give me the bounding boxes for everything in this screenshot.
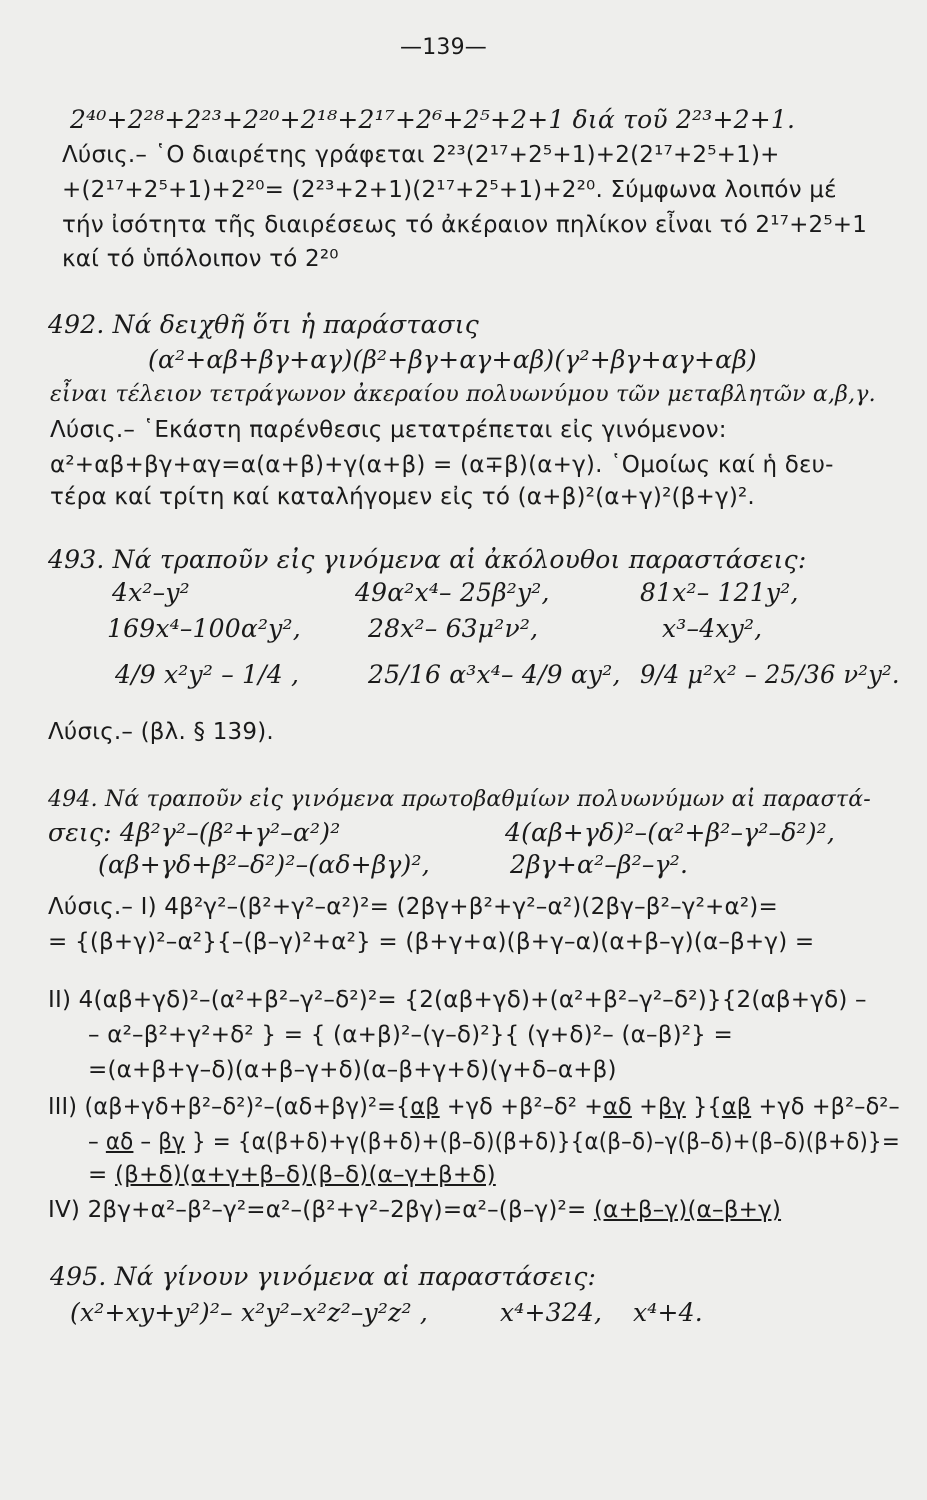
p494-expr-2: 4(αβ+γδ)²–(α²+β²–γ²–δ²)², [505, 818, 836, 847]
p495-expr-2: x⁴+324, [500, 1298, 603, 1327]
p492-line-3: εἶναι τέλειον τετράγωνον ἀκεραίου πολυωνύμου τῶν μεταβλητῶν α,β,γ. [50, 382, 876, 407]
p492-statement: 492. Νά δειχθῆ ὅτι ἡ παράστασις [48, 310, 480, 339]
p493-expr-r2c1: 169x⁴–100α²y², [107, 614, 301, 643]
p494-solution-3: II) 4(αβ+γδ)²–(α²+β²–γ²–δ²)²= {2(αβ+γδ)+(α²+β²–γ²–δ²)}{2(αβ+γδ) – [48, 987, 867, 1013]
p494-sol8-u: (β+δ)(α+γ+β–δ)(β–δ)(α–γ+β+δ) [114, 1162, 496, 1188]
p494-sol6-u3: βγ [658, 1094, 686, 1120]
p495-expr-1: (x²+xy+y²)²– x²y²–x²z²–y²z² , [70, 1298, 428, 1327]
p493-expr-r1c1: 4x²–y² [112, 578, 190, 607]
p492-solution-2: α²+αβ+βγ+αγ=α(α+β)+γ(α+β) = (α∓β)(α+γ). ῾Ομοίως καί ἡ δευ- [50, 452, 834, 478]
p494-sol6-d: }{ [685, 1094, 722, 1120]
p492-expression: (α²+αβ+βγ+αγ)(β²+βγ+αγ+αβ)(γ²+βγ+αγ+αβ) [148, 345, 757, 374]
p494-sol9-u: (α+β–γ)(α–β+γ) [593, 1197, 782, 1223]
p494-sol6-c: + [631, 1094, 659, 1120]
p494-sol7-a: – [88, 1129, 106, 1155]
p493-expr-r3c2: 25/16 α³x⁴– 4/9 αy², [368, 660, 621, 689]
p491-line-5: καί τό ὑπόλοιπον τό 2²⁰ [62, 246, 339, 272]
p493-expr-r2c2: 28x²– 63μ²ν², [368, 614, 539, 643]
p494-sol7-b: – [133, 1129, 159, 1155]
p494-solution-9 [48, 1195, 781, 1225]
p494-sol8-a: = [88, 1162, 115, 1188]
p494-sol6-u4: αβ [721, 1094, 752, 1120]
p494-sol6-u1: αβ [410, 1094, 440, 1120]
p494-sol7-u1: αδ [105, 1129, 134, 1155]
p494-statement: 494. Νά τραποῦν εἰς γινόμενα πρωτοβαθμίων πολυωνύμων αἱ παραστά- [48, 787, 871, 812]
p494-solution-1: Λύσις.– I) 4β²γ²–(β²+γ²–α²)²= (2βγ+β²+γ²–α²)(2βγ–β²–γ²+α²)= [48, 894, 778, 920]
p494-sol6-u2: αδ [603, 1094, 632, 1120]
p493-statement: 493. Νά τραποῦν εἰς γινόμενα αἱ ἀκόλουθοι παραστάσεις: [48, 545, 807, 574]
p491-line-3: +(2¹⁷+2⁵+1)+2²⁰= (2²³+2+1)(2¹⁷+2⁵+1)+2²⁰. Σύμφωνα λοιπόν μέ [62, 177, 837, 203]
p494-solution-7 [88, 1127, 900, 1157]
p494-sol7-u2: βγ [158, 1129, 185, 1155]
p491-line-1: 2⁴⁰+2²⁸+2²³+2²⁰+2¹⁸+2¹⁷+2⁶+2⁵+2+1 διά τοῦ 2²³+2+1. [70, 105, 796, 134]
p494-sol6-a: III) (αβ+γδ+β²–δ²)²–(αδ+βγ)²={ [48, 1094, 411, 1120]
p494-sol7-c: } = {α(β+δ)+γ(β+δ)+(β–δ)(β+δ)}{α(β–δ)–γ(β–δ)+(β–δ)(β+δ)}= [184, 1129, 900, 1155]
p493-expr-r3c3: 9/4 μ²x² – 25/36 ν²y². [640, 660, 900, 689]
p494-sol6-b: +γδ +β²–δ² + [439, 1094, 604, 1120]
p494-solution-5: =(α+β+γ–δ)(α+β–γ+δ)(α–β+γ+δ)(γ+δ–α+β) [88, 1057, 617, 1083]
p494-solution-4: – α²–β²+γ²+δ² } = { (α+β)²–(γ–δ)²}{ (γ+δ)²– (α–β)²} = [88, 1022, 733, 1048]
p493-expr-r1c2: 49α²x⁴– 25β²y², [355, 578, 550, 607]
p494-expr-3: (αβ+γδ+β²–δ²)²–(αδ+βγ)², [98, 850, 430, 879]
p493-expr-r1c3: 81x²– 121y², [640, 578, 799, 607]
p494-expr-1: σεις: 4β²γ²–(β²+γ²–α²)² [48, 818, 341, 847]
p492-solution-3: τέρα καί τρίτη καί καταλήγομεν εἰς τό (α+β)²(α+γ)²(β+γ)². [50, 484, 755, 510]
p491-line-2: Λύσις.– ῾Ο διαιρέτης γράφεται 2²³(2¹⁷+2⁵+1)+2(2¹⁷+2⁵+1)+ [62, 142, 780, 168]
page-number: —139— [400, 35, 487, 60]
p494-solution-6 [48, 1092, 900, 1122]
p494-solution-2: = {(β+γ)²–α²}{–(β–γ)²+α²} = (β+γ+α)(β+γ–α)(α+β–γ)(α–β+γ) = [48, 929, 815, 955]
p494-sol6-e: +γδ +β²–δ²– [751, 1094, 900, 1120]
p493-expr-r3c1: 4/9 x²y² – 1/4 , [115, 660, 300, 689]
p492-solution-1: Λύσις.– ῾Εκάστη παρένθεσις μετατρέπεται εἰς γινόμενον: [50, 417, 727, 443]
p493-solution: Λύσις.– (βλ. § 139). [48, 719, 274, 745]
p495-expr-3: x⁴+4. [633, 1298, 703, 1327]
p495-statement: 495. Νά γίνουν γινόμενα αἱ παραστάσεις: [50, 1262, 597, 1291]
p493-expr-r2c3: x³–4xy², [662, 614, 763, 643]
p494-expr-4: 2βγ+α²–β²–γ². [510, 850, 689, 879]
p494-sol9-a: IV) 2βγ+α²–β²–γ²=α²–(β²+γ²–2βγ)=α²–(β–γ)²= [48, 1197, 594, 1223]
p494-solution-8 [88, 1160, 496, 1190]
p491-line-4: τήν ἰσότητα τῆς διαιρέσεως τό ἀκέραιον πηλίκον εἶναι τό 2¹⁷+2⁵+1 [62, 212, 868, 238]
